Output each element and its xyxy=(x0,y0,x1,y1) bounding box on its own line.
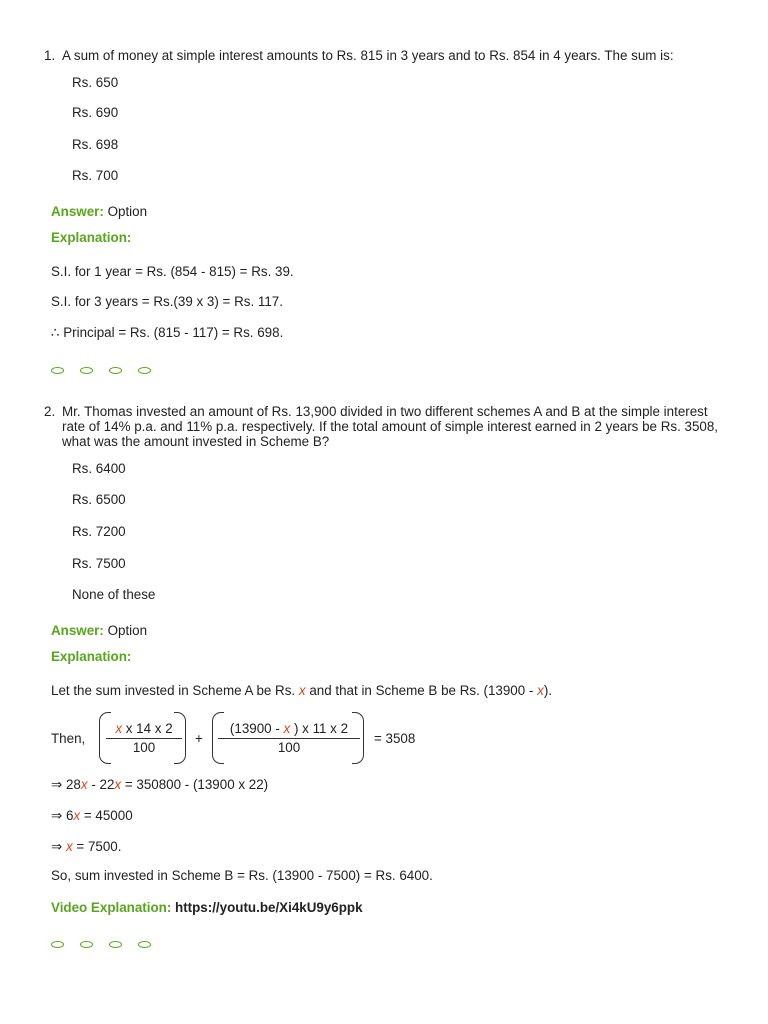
variable-x: x xyxy=(298,683,306,698)
explanation-line: S.I. for 1 year = Rs. (854 - 815) = Rs. 39. xyxy=(51,264,294,279)
right-paren-icon xyxy=(174,712,186,764)
step-2 xyxy=(51,808,133,824)
conclusion-line: So, sum invested in Scheme B = Rs. (13900 - 7500) = Rs. 6400. xyxy=(51,868,433,883)
fraction2-numerator xyxy=(218,721,360,736)
explanation-line: ∴ Principal = Rs. (815 - 117) = Rs. 698. xyxy=(51,325,284,340)
step-text: - 22 xyxy=(91,777,115,792)
answer-line xyxy=(51,204,147,219)
then-label: Then, xyxy=(51,731,86,746)
option-a[interactable]: Rs. 6400 xyxy=(72,461,126,476)
equation-result: = 3508 xyxy=(374,731,416,746)
option-c[interactable]: Rs. 7200 xyxy=(72,524,126,539)
oval-icon[interactable] xyxy=(109,941,122,948)
fraction1-numerator xyxy=(106,721,182,736)
answer-value: Option xyxy=(107,623,148,638)
let-text: Let the sum invested in Scheme A be Rs. xyxy=(51,683,296,698)
video-explanation xyxy=(51,900,363,915)
numerator-text: ) x 11 x 2 xyxy=(293,721,349,736)
let-line xyxy=(51,683,552,698)
plus-sign: + xyxy=(195,731,203,746)
variable-x: x xyxy=(73,808,81,823)
option-d[interactable]: Rs. 7500 xyxy=(72,556,126,571)
variable-x: x xyxy=(537,683,544,698)
right-paren-icon xyxy=(352,712,364,764)
step-text: = 45000 xyxy=(83,808,133,823)
variable-x: x xyxy=(65,839,73,854)
numerator-text: (13900 - xyxy=(229,721,280,736)
question-number: 1. xyxy=(44,48,56,63)
step-text: 28 xyxy=(65,777,81,792)
oval-icon[interactable] xyxy=(80,367,93,374)
option-a[interactable]: Rs. 650 xyxy=(72,75,119,90)
implies-arrow-icon: ⇒ xyxy=(51,839,63,854)
numerator-text: x 14 x 2 xyxy=(125,721,173,736)
explanation-label: Explanation: xyxy=(51,649,132,664)
step-3 xyxy=(51,839,121,855)
implies-arrow-icon: ⇒ xyxy=(51,777,63,792)
explanation-line: S.I. for 3 years = Rs.(39 x 3) = Rs. 117. xyxy=(51,294,283,309)
oval-icon[interactable] xyxy=(80,941,93,948)
option-b[interactable]: Rs. 690 xyxy=(72,105,119,120)
answer-label: Answer: xyxy=(51,204,104,219)
fraction2-denominator: 100 xyxy=(277,740,301,755)
answer-label: Answer: xyxy=(51,623,104,638)
oval-icon[interactable] xyxy=(138,367,151,374)
variable-x: x xyxy=(114,777,122,792)
fraction-bar xyxy=(106,738,182,739)
implies-arrow-icon: ⇒ xyxy=(51,808,63,823)
explanation-label: Explanation: xyxy=(51,230,132,245)
step-text: = 350800 - (13900 x 22) xyxy=(124,777,269,792)
answer-value: Option xyxy=(107,204,148,219)
option-d[interactable]: Rs. 700 xyxy=(72,168,119,183)
variable-x: x xyxy=(80,777,88,792)
step-1 xyxy=(51,777,268,793)
let-text: ). xyxy=(543,683,553,698)
question-number: 2. xyxy=(44,404,56,419)
video-link[interactable]: https://youtu.be/Xi4kU9y6ppk xyxy=(175,900,363,915)
oval-icon[interactable] xyxy=(51,367,64,374)
step-text: 6 xyxy=(65,808,74,823)
step-text: = 7500. xyxy=(76,839,122,854)
question-text: Mr. Thomas invested an amount of Rs. 13,900 divided in two different schemes A and B at the simple interest rate of 14% p.a. and 11% p.a. respectively. If the total amount of simple interest earned in 2 years be Rs. 3508, what was the amount invested in Scheme B? xyxy=(62,404,719,449)
question-text: A sum of money at simple interest amounts to Rs. 815 in 3 years and to Rs. 854 in 4 years. The sum is: xyxy=(62,48,674,63)
video-label: Video Explanation: xyxy=(51,900,172,915)
option-c[interactable]: Rs. 698 xyxy=(72,137,119,152)
option-e[interactable]: None of these xyxy=(72,587,156,602)
variable-x: x xyxy=(115,721,123,736)
oval-icon[interactable] xyxy=(51,941,64,948)
variable-x: x xyxy=(283,721,291,736)
oval-icon[interactable] xyxy=(109,367,122,374)
oval-icon[interactable] xyxy=(138,941,151,948)
fraction-bar xyxy=(218,738,360,739)
let-text: and that in Scheme B be Rs. (13900 - xyxy=(309,683,534,698)
fraction1-denominator: 100 xyxy=(132,740,156,755)
option-b[interactable]: Rs. 6500 xyxy=(72,492,126,507)
answer-line xyxy=(51,623,147,638)
